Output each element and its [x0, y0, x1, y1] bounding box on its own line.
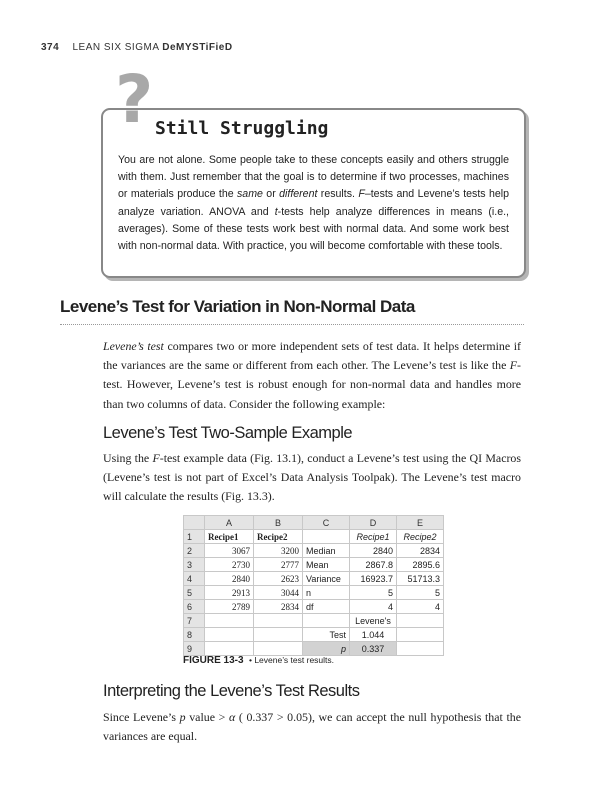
subsection-heading-interpreting: Interpreting the Levene’s Test Results — [103, 682, 360, 700]
section-paragraph: Levene’s test compares two or more independent sets of test data. It helps determine if the variances are the same or different from each other. The Levene’s test is like the F-test. However, Levene’s test is robust enough for non-normal data and handles more than two columns of data. Consider the following example: — [103, 339, 521, 411]
column-header: A — [205, 516, 254, 530]
column-header: C — [303, 516, 350, 530]
interpreting-paragraph: Since Levene’s p value > α ( 0.337 > 0.05), we can accept the null hypothesis that the variances are equal. — [103, 710, 522, 744]
question-mark-icon: ? — [115, 61, 154, 138]
levene-spreadsheet — [183, 515, 444, 656]
caption-separator: • — [248, 655, 252, 665]
callout-body: You are not alone. Some people take to these concepts easily and others struggle with them. Just remember that the goal is to determine if two processes, machines or materials produce the same or different results. F–tests and Levene’s tests help analyze variation. ANOVA and t-tests help analyze differences in means (i.e., averages). Some of these tests work best with normal data. And some work best with non-normal data. With practice, you will become comfortable with these tools. — [118, 154, 509, 253]
caption-text: Levene’s test results. — [254, 655, 335, 665]
table-row: 2 3067 3200 Median 2840 2834 — [184, 544, 444, 558]
subsection-heading-example: Levene’s Test Two-Sample Example — [103, 424, 353, 442]
column-header: B — [254, 516, 303, 530]
table-row: 5 2913 3044 n 5 5 — [184, 586, 444, 600]
running-title: LEAN SIX SIGMA — [72, 42, 159, 53]
series-brand: DeMYSTiFieD — [162, 42, 233, 53]
table-row: 6 2789 2834 df 4 4 — [184, 600, 444, 614]
table-row: 3 2730 2777 Mean 2867.8 2895.6 — [184, 558, 444, 572]
figure-caption — [183, 655, 334, 666]
page-number: 374 — [41, 42, 60, 53]
figure-label: FIGURE 13-3 — [183, 655, 244, 666]
column-header: D — [350, 516, 397, 530]
callout-title: Still Struggling — [155, 118, 329, 139]
table-row: 4 2840 2623 Variance 16923.7 51713.3 — [184, 572, 444, 586]
table-row: 9 p 0.337 — [184, 642, 444, 656]
table-row: 7 Levene's — [184, 614, 444, 628]
table-row: 8 Test 1.044 — [184, 628, 444, 642]
column-header: E — [397, 516, 444, 530]
example-paragraph: Using the F-test example data (Fig. 13.1), conduct a Levene’s test using the QI Macros (Levene’s test is not part of Excel’s Data Analysis Toolpak). The Levene’s test macro will calculate the results (Fig. 13.3). — [103, 451, 522, 504]
section-divider — [60, 324, 524, 325]
running-header — [41, 42, 233, 53]
table-row: 1 Recipe1 Recipe2 Recipe1 Recipe2 — [184, 530, 444, 544]
section-heading: Levene’s Test for Variation in Non-Normal Data — [60, 297, 415, 316]
column-header-row — [184, 516, 444, 530]
